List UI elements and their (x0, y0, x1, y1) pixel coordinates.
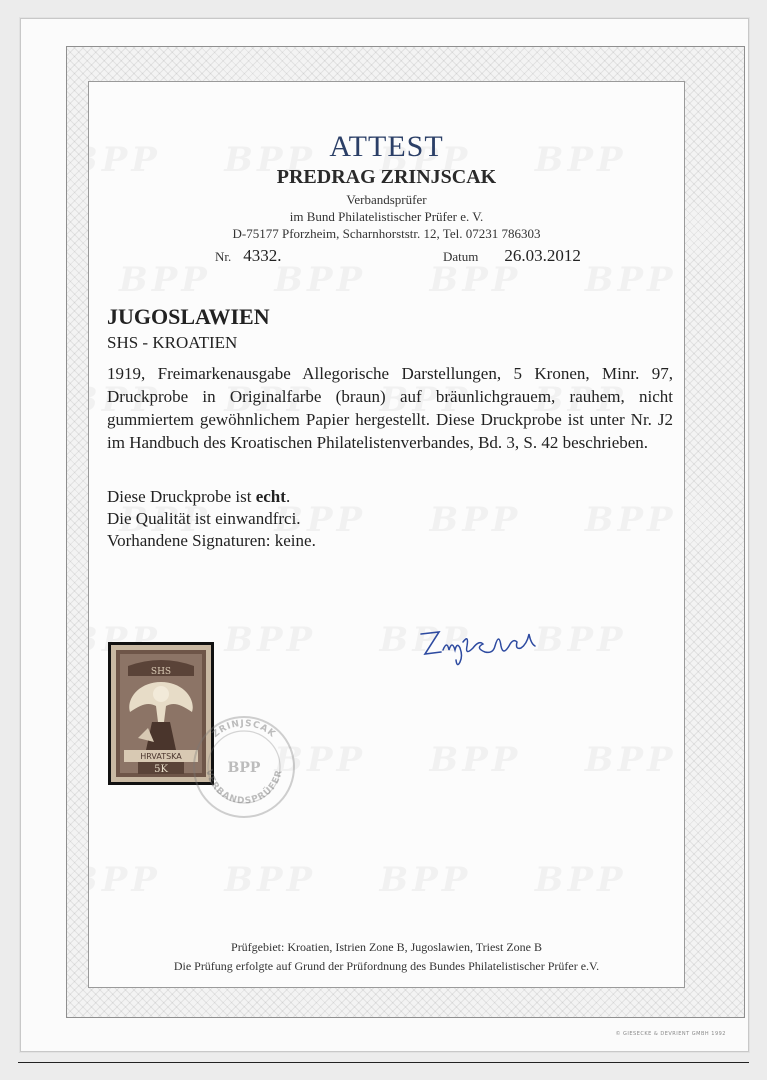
certificate-date (443, 246, 581, 266)
nr-label: Nr. (215, 249, 232, 264)
certificate-number (215, 246, 282, 266)
seal-center-text: BPP (227, 760, 261, 776)
nr-value: 4332. (243, 246, 282, 265)
signatures-line: Vorhandene Signaturen: keine. (107, 531, 316, 550)
examination-scope: Prüfgebiet: Kroatien, Istrien Zone B, Jugoslawien, Triest Zone B (231, 940, 542, 954)
stamp-description: 1919, Freimarkenausgabe Allegorische Darstellungen, 5 Kronen, Minr. 97, Druckprobe in Originalfarbe (braun) auf bräunlichgrauem, rauhem, nicht gummiertem gewöhnlichem Papier hergestellt. Diese Druckprobe ist unter Nr. J2 im Handbuch des Kroatischen Philatelistenverbandes, Bd. 3, S. 42 beschrieben. (107, 364, 673, 452)
examiner-signature (417, 620, 547, 675)
examiner-seal (189, 712, 299, 827)
svg-text:VERBANDSPRÜFER: VERBANDSPRÜFER (203, 768, 285, 807)
svg-text:ZRINJSCAK: ZRINJSCAK (210, 718, 278, 741)
stamp-country-text: HRVATSKA (140, 752, 182, 761)
datum-value: 26.03.2012 (504, 246, 581, 265)
genuine-line: Diese Druckprobe ist echt. (107, 487, 291, 506)
printer-mark: © GIESECKE & DEVRIENT GMBH 1992 (615, 1031, 726, 1037)
stamp-value-text: 5K (154, 764, 168, 775)
verdict-block (107, 486, 316, 552)
stamp-top-text: SHS (150, 667, 172, 677)
quality-line: Die Qualität ist einwandfrci. (107, 509, 301, 528)
region-subheading: SHS - KROATIEN (107, 333, 238, 352)
certificate-sheet (20, 18, 749, 1052)
examiner-association: im Bund Philatelistischer Prüfer e. V. (289, 209, 484, 224)
datum-label: Datum (443, 249, 479, 264)
country-heading: JUGOSLAWIEN (107, 304, 270, 329)
certificate-title: ATTEST (329, 130, 444, 163)
examination-basis: Die Prüfung erfolgte auf Grund der Prüfordnung des Bundes Philatelistischer Prüfer e.V. (173, 959, 600, 973)
genuine-word: echt (255, 487, 286, 506)
examiner-address: D-75177 Pforzheim, Scharnhorststr. 12, Tel. 07231 786303 (232, 226, 541, 241)
examiner-role: Verbandsprüfer (346, 192, 427, 207)
certificate-body (88, 81, 685, 988)
bottom-rule (18, 1062, 749, 1063)
examiner-name: PREDRAG ZRINJSCAK (276, 166, 497, 188)
